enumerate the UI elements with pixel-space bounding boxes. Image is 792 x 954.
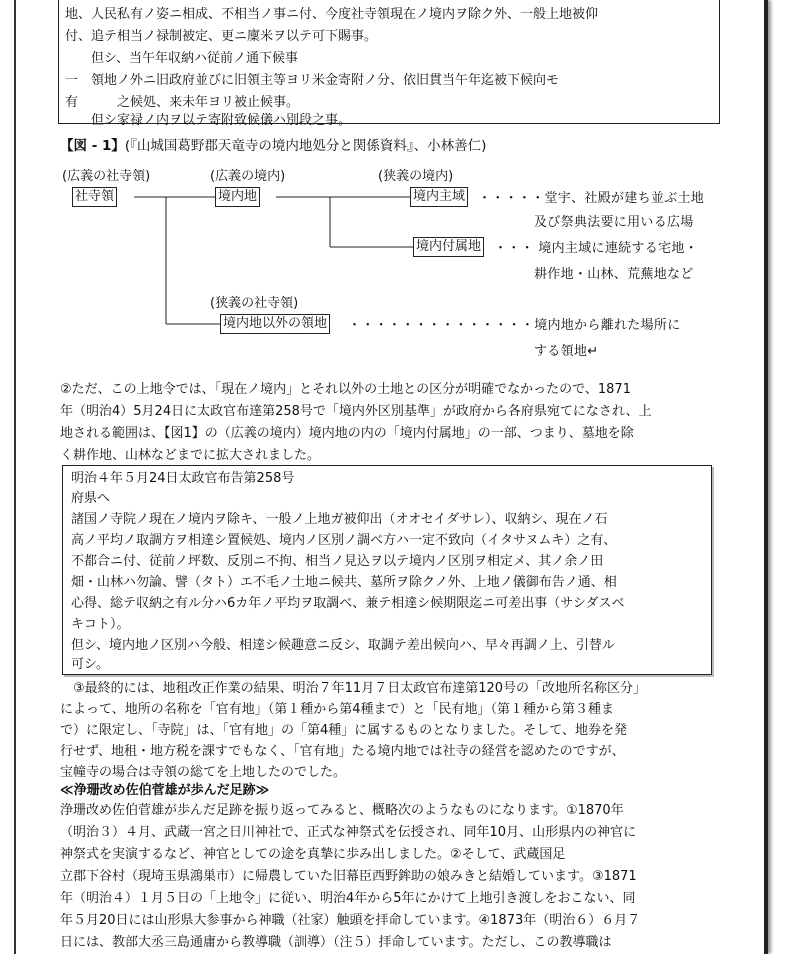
label-narrow-keidai: (狭義の境内) <box>378 169 454 184</box>
decree-line: 高ノ平均ノ取調方ヲ相達シ置候処、境内ノ区別ノ調ベ方ハ一定不致向（イタサヌムキ）之有、 <box>71 533 617 548</box>
desc-fuzoku-2: 耕作地・山林、荒蕪地など <box>534 267 694 282</box>
decree-line: 畑・山林ハ勿論、譬（タト）エ不毛ノ土地ニ候共、墓所ヲ除クノ外、上地ノ儀御布告ノ通、相 <box>71 575 617 590</box>
paragraph-2-line: 地される範囲は、【図1】の（広義の境内）境内地の内の「境内付属地」の一部、つまり、墓地を除 <box>60 426 634 441</box>
paragraph-3-line: によって、地所の名称を「官有地」（第１種から第4種まで）と「民有地」（第１種から第３種ま <box>60 702 615 717</box>
paragraph-3-line: ③最終的には、地租改正作業の結果、明治７年11月７日太政官布達第120号の「改地所名称区分」 <box>60 681 647 696</box>
desc-fuzoku-1: ・・・ 境内主域に連続する宅地・ <box>494 241 698 256</box>
desc-shuiki-1: ・・・・・堂宇、社殿が建ち並ぶ土地 <box>478 191 705 206</box>
section-line: （明治３）４月、武蔵一宮之日川神社で、正式な神祭式を伝授され、同年10月、山形県内の神官に <box>60 825 637 840</box>
label-narrow-shaji: (狭義の社寺領) <box>210 296 299 311</box>
excerpt-line: 一 領地ノ外ニ旧政府並びに旧領主等ヨリ米金寄附ノ分、依旧貫当午年迄被下候向モ <box>65 73 560 88</box>
section-line: 立郡下谷村（現埼玉県鴻巣市）に帰農していた旧幕臣西野鉾助の娘みきと結婚しています。③1871 <box>60 869 637 884</box>
excerpt-line: 但シ家禄ノ内ヲ以テ寄附致候儀ハ別段之事。 <box>91 113 352 128</box>
box-keidai-fuzokuchi: 境内付属地 <box>413 237 484 257</box>
desc-igai-2: する領地↵ <box>534 344 599 359</box>
box-keidai-shuiki: 境内主域 <box>410 187 468 207</box>
paragraph-3-line: 宝幢寺の場合は寺領の総てを上地したのでした。 <box>60 765 347 780</box>
decree-line: 諸国ノ寺院ノ現在ノ境内ヲ除キ、一般ノ上地ガ被仰出（オオセイダサレ）、収納シ、現在ノ石 <box>71 512 608 527</box>
excerpt-line: 但シ、当午年収納ハ従前ノ通下候事 <box>91 51 298 66</box>
section-heading: ≪浄珊改め佐伯菅雄が歩んだ足跡≫ <box>60 783 270 798</box>
paragraph-2-line: 年（明治4）5月24日に太政官布達第258号で「境内外区別基準」が政府から各府県宛てになされ、上 <box>60 404 652 419</box>
decree-line: キコト）。 <box>71 617 130 632</box>
paragraph-2-line: く耕作地、山林などまでに拡大されました。 <box>60 448 321 463</box>
decree-line: 不都合ニ付、従前ノ坪数、反別ニ不拘、相当ノ見込ヲ以テ境内ノ区別ヲ相定メ、其ノ余ノ田 <box>71 554 604 569</box>
excerpt-line: 有 之候処、来未年ヨリ被止候事。 <box>65 95 300 110</box>
paragraph-2-line: ②ただ、この上地令では、「現在ノ境内」とそれ以外の土地との区分が明確でなかったので、1871 <box>60 382 631 397</box>
label-broad-shaji: (広義の社寺領) <box>62 169 151 184</box>
box-keidaichi-igai: 境内地以外の領地 <box>220 314 330 334</box>
decree-line: 但シ、境内地ノ区別ハ今般、相達シ候趣意ニ反シ、取調テ差出候向ハ、早々再調ノ上、引替ル <box>71 638 615 653</box>
figure-number: 【図 - 1】 <box>60 138 125 154</box>
figure-source: (『山城国葛野郡天竜寺の境内地処分と関係資料』、小林善仁) <box>124 138 487 154</box>
section-line: 神祭式を実演するなど、神官としての途を真摯に歩み出しました。②そして、武蔵国足 <box>60 847 566 862</box>
paragraph-3-line: 行せず、地租・地方税を課すでもなく、「官有地」たる境内地では社寺の経営を認めたのですが、 <box>60 744 625 759</box>
box-shajiryo: 社寺領 <box>72 187 117 207</box>
decree-line: 心得、総テ収納之有ル分ハ6カ年ノ平均ヲ取調ベ、兼テ相達シ候期限迄ニ可差出事（サシダスベ <box>71 596 625 611</box>
desc-shuiki-2: 及び祭典法要に用いる広場 <box>534 215 694 230</box>
decree-line: 可シ。 <box>71 657 109 672</box>
section-line: 年（明治４）１月５日の「上地令」に従い、明治4年から5年にかけて上地引き渡しをおこない、同 <box>60 891 636 906</box>
decree-title: 明治４年５月24日太政官布告第258号 <box>71 471 295 486</box>
label-broad-keidai: (広義の境内) <box>210 169 286 184</box>
decree-line: 府県へ <box>71 491 111 506</box>
section-line: 年５月20日には山形県大参事から神職（社家）触頭を拝命しています。④1873年（明治６）６月７ <box>60 913 641 928</box>
paragraph-3-line: で）に限定し、「寺院」は、「官有地」の「第4種」に属するものとなりました。そして、地券を発 <box>60 723 628 738</box>
section-line: 日には、教部大丞三島通庸から教導職（訓導）（注５）拝命しています。ただし、この教導職は <box>60 935 612 950</box>
excerpt-line: 付、追テ相当ノ禄制被定、更ニ廩米ヲ以テ可下賜事。 <box>65 29 378 44</box>
excerpt-line: 地、人民私有ノ姿ニ相成、不相当ノ事ニ付、今度社寺領現在ノ境内ヲ除ク外、一般上地被仰 <box>65 7 599 22</box>
section-line: 浄珊改め佐伯菅雄が歩んだ足跡を振り返ってみると、概略次のようなものになります。①1870年 <box>60 803 624 818</box>
box-keidaichi: 境内地 <box>215 187 260 207</box>
decree-box <box>62 465 712 675</box>
desc-igai-1: ・・・・・・・・・・・・・・境内地から離れた場所に <box>348 318 681 333</box>
